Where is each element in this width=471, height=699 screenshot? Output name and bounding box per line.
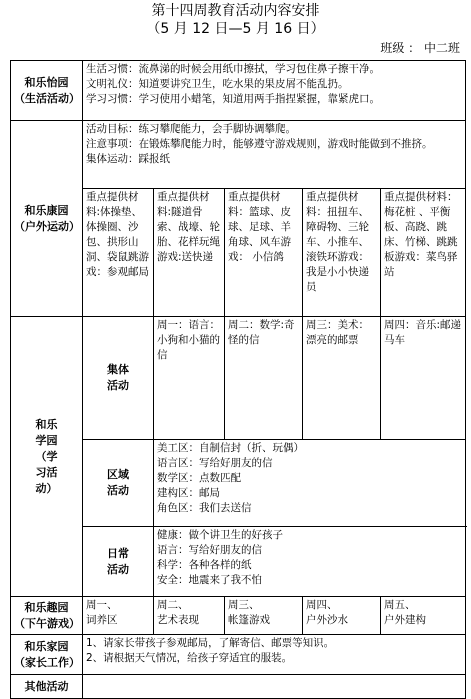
- daily-language: 语言：写给好朋友的信: [157, 544, 262, 556]
- life-row: [11, 61, 466, 121]
- page-title: 第十四周教育活动内容安排: [151, 3, 320, 19]
- life-habit: 生活习惯：流鼻涕的时候会用纸巾擦拭，学习包住鼻子擦干净。: [86, 63, 380, 75]
- games-thu: 周四、 户外沙水: [303, 597, 381, 635]
- outdoor-group-sport: 集体运动：踩报纸: [86, 153, 170, 165]
- outdoor-material-mon: 重点提供材料:体操垫、体操圈、沙包、拱形山洞、袋鼠跳游戏：参观邮局: [83, 189, 154, 317]
- study-collective-row: [11, 317, 466, 440]
- life-study-habit: 学习习惯：学习使用小蜡笔，知道用两手指捏紧握，靠紧虎口。: [86, 93, 380, 105]
- other-heading: 其他活动: [11, 675, 83, 699]
- collective-label: 集体 活动: [83, 317, 154, 440]
- outdoor-goal-row: [11, 121, 466, 189]
- games-fri: 周五、 户外建构: [381, 597, 466, 635]
- daily-label: 日常 活动: [83, 527, 154, 597]
- collective-mon: 周一：语言：小狗和小猫的信: [154, 317, 225, 440]
- outdoor-content: [83, 121, 466, 189]
- outdoor-notes: 注意事项：在锻炼攀爬能力时，能够遵守游戏规则，游戏时能做到不推挤。: [86, 138, 433, 150]
- outdoor-goal: 活动目标：练习攀爬能力，会手脚协调攀爬。: [86, 123, 296, 135]
- life-heading: 和乐怡园 （生活活动）: [11, 61, 83, 121]
- outdoor-material-tue: 重点提供材料:隧道骨索、战壕、轮胎、花样玩绳游戏:送快递: [154, 189, 225, 317]
- outdoor-material-fri: 重点提供材料：梅花桩 、平衡板、高跷、跳床、竹梯、跳跳板游戏：菜鸟驿站: [381, 189, 466, 317]
- home-note-1: 1、请家长带孩子参观邮局，了解寄信、邮票等知识。: [86, 637, 335, 649]
- daily-science: 科学：各种各样的纸: [157, 559, 252, 571]
- collective-thu: 周四：音乐:邮递马车: [381, 317, 466, 440]
- area-content: [154, 440, 466, 527]
- study-heading: 和乐 学园 （学 习活 动）: [11, 317, 83, 597]
- class-label: 班级 ： 中二班: [380, 41, 460, 55]
- games-mon: 周一、 词养区: [83, 597, 154, 635]
- other-content: [83, 675, 466, 699]
- games-tue: 周二、 艺术表现: [154, 597, 225, 635]
- games-row: [11, 597, 466, 635]
- date-range: （5 月 12 日—5 月 16 日）: [146, 21, 325, 37]
- area-label: 区域 活动: [83, 440, 154, 527]
- daily-content: [154, 527, 466, 597]
- daily-safety: 安全：地震来了我不怕: [157, 574, 262, 586]
- games-heading: 和乐趣园 （下午游戏）: [11, 597, 83, 635]
- home-note-2: 2、请根据天气情况，给孩子穿适宜的服装。: [86, 652, 293, 664]
- area-art: 美工区：自制信封（折、玩偶）: [157, 442, 304, 454]
- outdoor-heading: 和乐康园 （户外运动）: [11, 121, 83, 317]
- outdoor-material-thu: 重点提供材料：扭扭车、障碍物、三轮车、小推车、滚铁环游戏：我是小小快递员: [303, 189, 381, 317]
- collective-tue: 周二：数学:奇怪的信: [225, 317, 303, 440]
- area-math: 数学区：点数匹配: [157, 472, 241, 484]
- games-wed: 周三、 帐篷游戏: [225, 597, 303, 635]
- other-row: [11, 675, 466, 699]
- collective-wed: 周三：美术：漂亮的邮票: [303, 317, 381, 440]
- area-language: 语言区：写给好朋友的信: [157, 457, 273, 469]
- outdoor-material-wed: 重点提供材料：篮球、皮球、足球、羊角球、风车游戏： 小信鸽: [225, 189, 303, 317]
- daily-health: 健康：做个讲卫生的好孩子: [157, 529, 283, 541]
- life-etiquette: 文明礼仪：知道要讲究卫生，吃水果的果皮屑不能乱扔。: [86, 78, 349, 90]
- area-role: 角色区：我们去送信: [157, 502, 252, 514]
- home-heading: 和乐家园 （家长工作）: [11, 635, 83, 675]
- area-build: 建构区：邮局: [157, 487, 220, 499]
- life-content: [83, 61, 466, 121]
- schedule-table: [10, 60, 466, 699]
